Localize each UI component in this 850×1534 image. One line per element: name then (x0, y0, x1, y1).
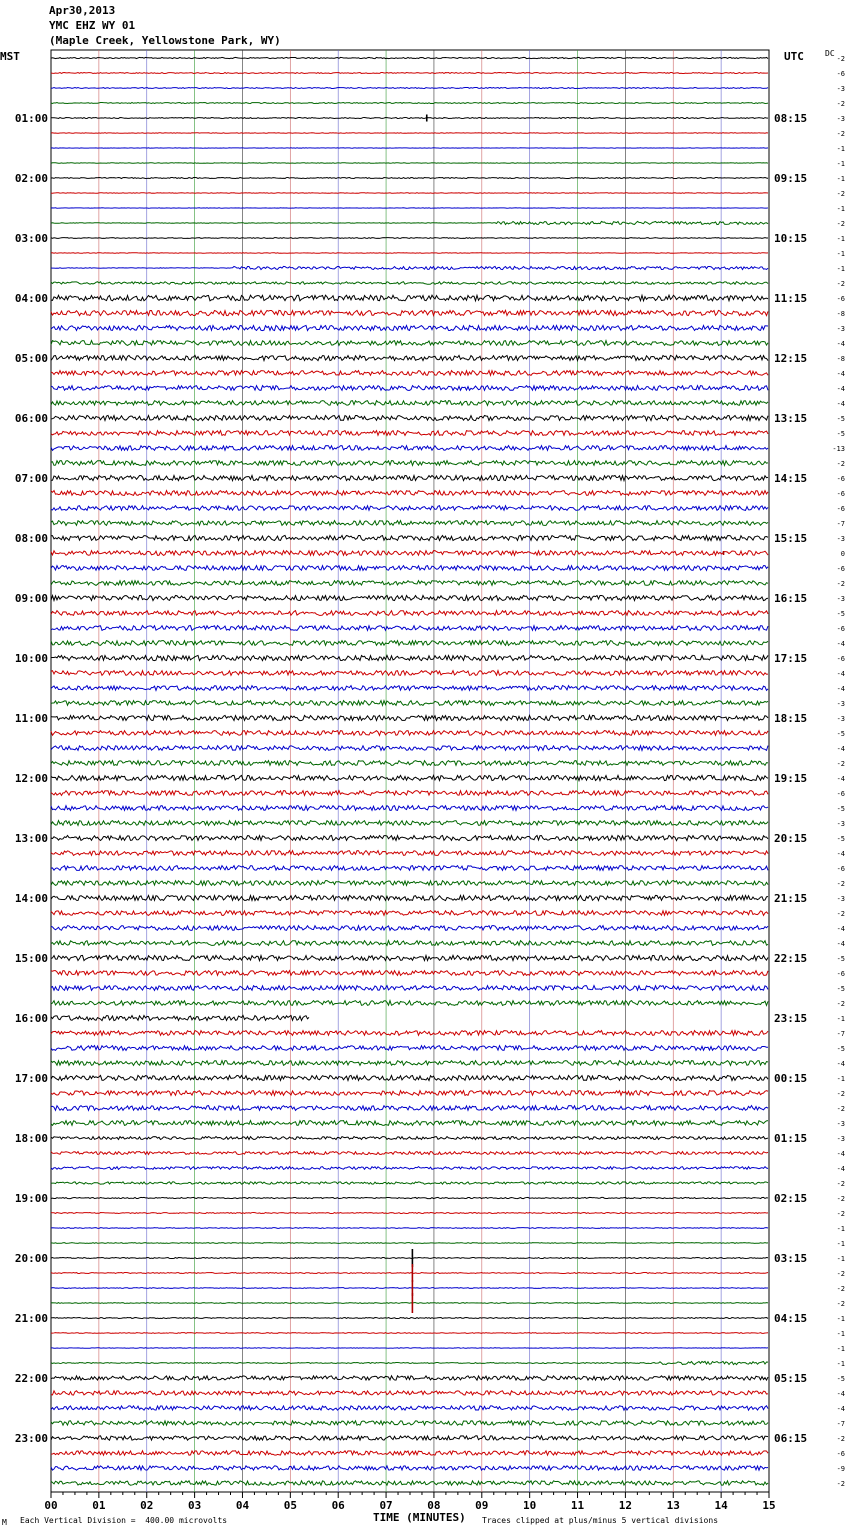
dc-offset-label: -1 (836, 145, 845, 153)
trace-line (51, 986, 768, 991)
dc-offset-label: -8 (836, 355, 845, 363)
dc-offset-label: -5 (836, 1375, 845, 1383)
trace-line (51, 57, 768, 58)
left-hour-label: 04:00 (14, 292, 48, 305)
left-timezone: MST (0, 50, 20, 63)
trace-line (51, 103, 768, 104)
dc-offset-label: -1 (836, 175, 845, 183)
dc-label: DC (825, 49, 835, 58)
trace-line (51, 595, 768, 600)
dc-offset-label: -2 (836, 910, 845, 918)
dc-offset-label: -2 (836, 1480, 845, 1488)
dc-offset-label: -1 (836, 160, 845, 168)
dc-offset-label: -3 (836, 1135, 845, 1143)
trace-line (51, 266, 768, 269)
right-timezone: UTC (784, 50, 804, 63)
trace-line (51, 761, 768, 766)
trace-line (51, 1258, 768, 1259)
trace-line (51, 1421, 768, 1425)
trace-line (51, 415, 768, 420)
trace-line (51, 401, 768, 406)
dc-offset-label: -6 (836, 565, 845, 573)
dc-offset-label: -5 (836, 730, 845, 738)
dc-offset-label: -7 (836, 1030, 845, 1038)
dc-offset-label: -1 (836, 205, 845, 213)
dc-offset-label: -2 (836, 1090, 845, 1098)
right-hour-label: 17:15 (774, 652, 808, 665)
left-hour-label: 18:00 (14, 1132, 48, 1145)
trace-line (51, 941, 768, 946)
dc-offset-label: -6 (836, 865, 845, 873)
x-tick-label: 11 (570, 1499, 585, 1512)
trace-line (51, 238, 768, 239)
trace-line (51, 491, 768, 496)
trace-line (51, 431, 768, 436)
dc-offset-label: -2 (836, 1435, 845, 1443)
x-tick-label: 07 (379, 1499, 393, 1512)
right-hour-label: 09:15 (774, 172, 808, 185)
trace-line (51, 118, 768, 119)
left-hour-label: 09:00 (14, 592, 48, 605)
right-hour-label: 20:15 (774, 832, 808, 845)
trace-line (51, 866, 768, 871)
x-tick-label: 06 (331, 1499, 345, 1512)
trace-line (51, 851, 768, 856)
dc-offset-label: -2 (836, 100, 845, 108)
left-hour-label: 16:00 (14, 1012, 48, 1025)
dc-offset-label: -4 (836, 685, 845, 693)
dc-offset-label: -1 (836, 1075, 845, 1083)
x-tick-label: 12 (618, 1499, 633, 1512)
dc-offset-label: -4 (836, 385, 845, 393)
dc-offset-label: -2 (836, 580, 845, 588)
trace-line (51, 1348, 768, 1349)
dc-offset-label: -9 (836, 1465, 845, 1473)
dc-offset-label: -3 (836, 895, 845, 903)
dc-offset-label: -1 (836, 265, 845, 273)
dc-offset-label: -2 (836, 760, 845, 768)
right-hour-label: 05:15 (774, 1372, 808, 1385)
dc-offset-label: -1 (836, 235, 845, 243)
x-tick-label: 02 (140, 1499, 154, 1512)
dc-offset-label: -4 (836, 850, 845, 858)
trace-line (51, 1106, 768, 1111)
dc-offset-label: -13 (832, 445, 845, 453)
dc-offset-label: 0 (840, 550, 845, 558)
trace-line (51, 1466, 768, 1470)
dc-offset-label: -6 (836, 70, 845, 78)
trace-line (51, 1213, 768, 1214)
right-hour-label: 12:15 (774, 352, 808, 365)
dc-offset-label: -2 (836, 55, 845, 63)
trace-line (51, 1121, 768, 1126)
dc-offset-label: -4 (836, 775, 845, 783)
right-hour-label: 11:15 (774, 292, 808, 305)
dc-offset-label: -6 (836, 490, 845, 498)
trace-line (51, 1436, 768, 1440)
trace-line (51, 1333, 768, 1334)
dc-offset-label: -5 (836, 985, 845, 993)
dc-offset-label: -3 (836, 595, 845, 603)
dc-offset-label: -6 (836, 970, 845, 978)
right-hour-label: 08:15 (774, 112, 808, 125)
trace-line (51, 1406, 768, 1410)
x-tick-label: 00 (44, 1499, 58, 1512)
trace-line (51, 701, 768, 706)
dc-offset-label: -3 (836, 535, 845, 543)
dc-offset-label: -1 (836, 1255, 845, 1263)
dc-offset-label: -2 (836, 1180, 845, 1188)
trace-line (51, 371, 768, 376)
dc-offset-label: -3 (836, 700, 845, 708)
dc-offset-label: -4 (836, 1150, 845, 1158)
dc-offset-label: -2 (836, 130, 845, 138)
x-tick-label: 10 (523, 1499, 537, 1512)
trace-line (51, 193, 768, 194)
left-hour-label: 02:00 (14, 172, 48, 185)
trace-line (51, 1243, 768, 1244)
dc-offset-label: -7 (836, 1420, 845, 1428)
dc-offset-label: -2 (836, 280, 845, 288)
right-hour-label: 15:15 (774, 532, 808, 545)
left-hour-label: 23:00 (14, 1432, 48, 1445)
right-hour-label: 19:15 (774, 772, 808, 785)
trace-line (51, 746, 768, 751)
trace-line (51, 551, 768, 556)
dc-offset-label: -4 (836, 1405, 845, 1413)
left-hour-label: 08:00 (14, 532, 48, 545)
dc-offset-label: -2 (836, 1270, 845, 1278)
right-hour-label: 13:15 (774, 412, 808, 425)
dc-offset-label: -5 (836, 835, 845, 843)
dc-offset-label: -5 (836, 805, 845, 813)
dc-offset-label: -1 (836, 1345, 845, 1353)
dc-offset-label: -1 (836, 1225, 845, 1233)
trace-line (51, 163, 768, 164)
x-tick-label: 13 (666, 1499, 680, 1512)
dc-offset-label: -5 (836, 610, 845, 618)
trace-line (51, 521, 768, 526)
x-tick-label: 08 (427, 1499, 441, 1512)
right-hour-label: 21:15 (774, 892, 808, 905)
trace-line (51, 731, 768, 736)
trace-line (51, 1015, 309, 1020)
trace-line (51, 686, 768, 691)
left-hour-label: 14:00 (14, 892, 48, 905)
x-tick-label: 09 (475, 1499, 489, 1512)
dc-offset-label: -3 (836, 115, 845, 123)
trace-line (51, 1152, 768, 1155)
dc-offset-label: -3 (836, 820, 845, 828)
header-station: YMC EHZ WY 01 (49, 19, 136, 32)
dc-offset-label: -4 (836, 1390, 845, 1398)
x-axis-label: TIME (MINUTES) (373, 1511, 466, 1524)
x-tick-label: 14 (714, 1499, 728, 1512)
left-hour-label: 10:00 (14, 652, 48, 665)
dc-offset-label: -6 (836, 475, 845, 483)
trace-line (51, 341, 768, 346)
left-hour-label: 15:00 (14, 952, 48, 965)
trace-line (51, 1361, 768, 1364)
right-hour-label: 16:15 (774, 592, 808, 605)
dc-offset-label: -4 (836, 370, 845, 378)
dc-offset-label: -5 (836, 955, 845, 963)
dc-offset-label: -4 (836, 940, 845, 948)
trace-line (51, 1228, 768, 1229)
trace-line (51, 178, 768, 179)
trace-line (51, 282, 768, 285)
trace-line (51, 310, 768, 315)
dc-offset-label: -8 (836, 310, 845, 318)
trace-line (51, 1031, 768, 1036)
left-hour-label: 22:00 (14, 1372, 48, 1385)
trace-line (51, 1061, 768, 1066)
trace-line (51, 671, 768, 676)
dc-offset-label: -3 (836, 325, 845, 333)
left-hour-label: 12:00 (14, 772, 48, 785)
trace-line (51, 626, 768, 631)
trace-line (51, 1167, 768, 1170)
trace-line (51, 73, 768, 74)
trace-line (51, 1046, 768, 1051)
x-tick-label: 05 (283, 1499, 297, 1512)
dc-offset-label: -2 (836, 1105, 845, 1113)
trace-line (51, 1197, 768, 1198)
trace-line (51, 926, 768, 931)
trace-line (51, 821, 768, 826)
trace-line (51, 1273, 768, 1274)
trace-line (51, 446, 768, 451)
trace-line (51, 911, 768, 916)
trace-line (51, 955, 768, 960)
trace-line (51, 355, 768, 360)
left-hour-label: 19:00 (14, 1192, 48, 1205)
header-location: (Maple Creek, Yellowstone Park, WY) (49, 34, 281, 47)
right-hour-label: 23:15 (774, 1012, 808, 1025)
trace-line (51, 386, 768, 391)
trace-line (51, 791, 768, 796)
right-hour-label: 04:15 (774, 1312, 808, 1325)
right-hour-label: 06:15 (774, 1432, 808, 1445)
x-tick-label: 04 (235, 1499, 250, 1512)
trace-line (51, 971, 768, 976)
trace-line (51, 1182, 768, 1184)
trace-line (51, 581, 768, 586)
trace-line (51, 895, 768, 900)
x-tick-label: 15 (762, 1499, 776, 1512)
right-hour-label: 18:15 (774, 712, 808, 725)
trace-line (51, 1451, 768, 1455)
dc-offset-label: -1 (836, 1330, 845, 1338)
left-hour-label: 20:00 (14, 1252, 48, 1265)
dc-offset-label: -4 (836, 1165, 845, 1173)
dc-offset-label: -6 (836, 505, 845, 513)
trace-line (51, 806, 768, 811)
trace-line (51, 221, 768, 224)
trace-line (51, 1001, 768, 1006)
trace-line (51, 1288, 768, 1289)
right-hour-label: 03:15 (774, 1252, 808, 1265)
right-hour-label: 00:15 (774, 1072, 808, 1085)
x-tick-label: 01 (92, 1499, 106, 1512)
trace-line (51, 1391, 768, 1395)
dc-offset-label: -1 (836, 250, 845, 258)
header-date: Apr30,2013 (49, 4, 116, 17)
dc-offset-label: -5 (836, 415, 845, 423)
left-hour-label: 13:00 (14, 832, 48, 845)
dc-offset-label: -2 (836, 1300, 845, 1308)
dc-offset-label: -1 (836, 1015, 845, 1023)
trace-line (51, 1075, 768, 1080)
right-hour-label: 02:15 (774, 1192, 808, 1205)
trace-line (51, 1318, 768, 1319)
footer-scale-note: Each Vertical Division = 400.00 microvolts (20, 1516, 228, 1525)
trace-line (51, 775, 768, 780)
footer-mark: M (2, 1518, 7, 1527)
left-hour-label: 17:00 (14, 1072, 48, 1085)
dc-offset-label: -3 (836, 715, 845, 723)
trace-line (51, 881, 768, 886)
footer-clip-note: Traces clipped at plus/minus 5 vertical divisions (482, 1516, 719, 1525)
trace-line (51, 1091, 768, 1096)
dc-offset-label: -2 (836, 220, 845, 228)
trace-line (51, 475, 768, 480)
left-hour-label: 07:00 (14, 472, 48, 485)
right-hour-label: 01:15 (774, 1132, 808, 1145)
trace-line (51, 1303, 768, 1304)
trace-line (51, 133, 768, 134)
left-hour-label: 11:00 (14, 712, 48, 725)
dc-offset-label: -2 (836, 1285, 845, 1293)
dc-offset-label: -2 (836, 1195, 845, 1203)
dc-offset-label: -2 (836, 1210, 845, 1218)
trace-line (51, 1481, 768, 1485)
trace-line (51, 641, 768, 646)
right-hour-label: 10:15 (774, 232, 808, 245)
left-hour-label: 05:00 (14, 352, 48, 365)
dc-offset-label: -5 (836, 1045, 845, 1053)
trace-line (51, 715, 768, 720)
trace-line (51, 655, 768, 660)
trace-line (51, 1376, 768, 1380)
trace-line (51, 295, 768, 301)
dc-offset-label: -4 (836, 925, 845, 933)
dc-offset-label: -1 (836, 1315, 845, 1323)
plot-frame (51, 50, 769, 1492)
dc-offset-label: -4 (836, 670, 845, 678)
dc-offset-label: -6 (836, 790, 845, 798)
trace-line (51, 461, 768, 466)
dc-offset-label: -6 (836, 655, 845, 663)
dc-offset-label: -2 (836, 1000, 845, 1008)
dc-offset-label: -2 (836, 880, 845, 888)
dc-offset-label: -2 (836, 460, 845, 468)
dc-offset-label: -1 (836, 1240, 845, 1248)
dc-offset-label: -4 (836, 640, 845, 648)
left-hour-label: 06:00 (14, 412, 48, 425)
trace-line (51, 88, 768, 89)
dc-offset-label: -4 (836, 400, 845, 408)
dc-offset-label: -4 (836, 340, 845, 348)
dc-offset-label: -4 (836, 1060, 845, 1068)
dc-offset-label: -7 (836, 520, 845, 528)
trace-line (51, 325, 768, 330)
trace-line (51, 506, 768, 511)
x-tick-label: 03 (187, 1499, 202, 1512)
left-hour-label: 03:00 (14, 232, 48, 245)
dc-offset-label: -6 (836, 295, 845, 303)
trace-line (51, 835, 768, 840)
trace-line (51, 253, 768, 254)
dc-offset-label: -2 (836, 190, 845, 198)
trace-line (51, 1137, 768, 1140)
trace-line (51, 611, 768, 616)
left-hour-label: 01:00 (14, 112, 48, 125)
dc-offset-label: -3 (836, 1120, 845, 1128)
dc-offset-label: -6 (836, 625, 845, 633)
dc-offset-label: -6 (836, 1450, 845, 1458)
trace-line (51, 535, 768, 540)
dc-offset-label: -3 (836, 85, 845, 93)
dc-offset-label: -5 (836, 430, 845, 438)
right-hour-label: 22:15 (774, 952, 808, 965)
right-hour-label: 14:15 (774, 472, 808, 485)
left-hour-label: 21:00 (14, 1312, 48, 1325)
dc-offset-label: -4 (836, 745, 845, 753)
trace-line (51, 566, 768, 571)
dc-offset-label: -1 (836, 1360, 845, 1368)
